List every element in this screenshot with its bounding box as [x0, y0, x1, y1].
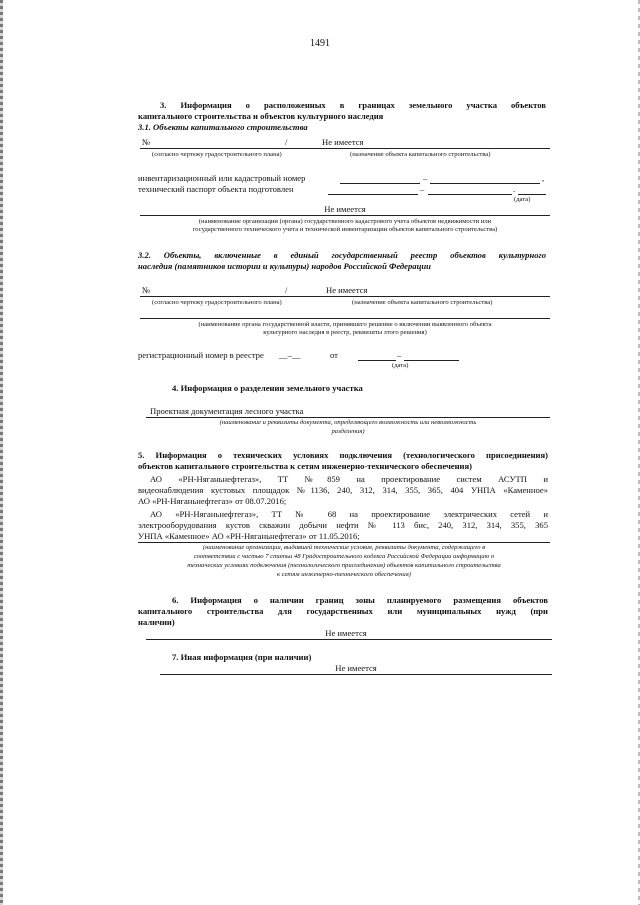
s31-caption-object: (назначение объекта капитального строительства) [350, 151, 491, 158]
section-5-condition-2-line-1: АО «РН-Няганьнефтегаз», ТТ № 68 на проектирование электрических сетей и [150, 509, 548, 519]
section-6-heading-line-3: наличии) [138, 617, 175, 627]
passport-date-caption: (дата) [514, 196, 531, 203]
s31-number-sign: № [142, 137, 151, 147]
section-5-caption-line-2: соответствии с частью 7 статьи 48 Градостроительного кодекса Российской Федерации информацию о [193, 553, 495, 560]
section-5-line [138, 542, 550, 543]
s31-caption-drawing: (согласно чертежу градостроительного плана) [152, 151, 282, 158]
section-4-heading: 4. Информация о разделении земельного участка [172, 383, 363, 393]
registry-date-blank-1 [358, 360, 396, 361]
passport-dash: – [420, 184, 425, 194]
section-5-caption-line-3: технических условиях подключения (технологического присоединения) объектов капитального строительства [187, 562, 501, 569]
section-6-heading-line-2: капитального строительства для государственных или муниципальных нужд (при [138, 606, 548, 616]
passport-blank-3 [518, 194, 546, 195]
section-7-value: Не имеется [335, 663, 377, 673]
registry-date-caption: (дата) [392, 362, 409, 369]
section-6-value: Не имеется [325, 628, 367, 638]
section-5-condition-1-line-1: АО «РН-Няганьнефтегаз», ТТ №859 на проектирование систем АСУТП и [150, 474, 548, 484]
section-5-condition-1-line-3: АО «РН-Няганьнефтегаз» от 08.07.2016; [138, 496, 287, 506]
s32-number-sign: № [142, 285, 151, 295]
section-5-condition-1-line-2: видеонаблюдения кустовых площадок №1136, 240, 312, 314, 355, 365, 404 УНПА «Каменное» [138, 485, 548, 495]
page-number: 1491 [310, 38, 330, 49]
registry-number-label: регистрационный номер в реестре [138, 350, 264, 360]
passport-blank-1 [328, 194, 418, 195]
passport-label: технический паспорт объекта подготовлен [138, 184, 294, 194]
inventory-dash: – [423, 173, 428, 183]
section-3-heading-line-2: капитального строительства и объектов культурного наследия [138, 111, 384, 121]
section-5-condition-2-line-2: электрооборудования кустов скважин добычи нефти № 113 бис, 240, 312, 314, 355, 365 [138, 520, 548, 530]
inventory-blank-1 [340, 183, 420, 184]
section-3-2-title-line-2: наследия (памятников истории и культуры) народов Российской Федерации [138, 261, 431, 271]
section-6-heading-line-1: 6. Информация о наличии границ зоны планируемого размещения объектов [172, 595, 548, 605]
s31-registry-org-line [140, 215, 550, 216]
inventory-comma: , [542, 173, 545, 183]
s32-authority-line [140, 318, 550, 319]
s31-number-line [140, 148, 550, 149]
section-7-heading: 7. Иная информация (при наличии) [172, 652, 312, 662]
s32-authority-caption-line-2: культурного наследия в реестр, реквизиты этого решения) [263, 329, 427, 336]
passport-dot: . [513, 184, 516, 194]
s32-none-value: Не имеется [326, 285, 368, 295]
section-4-caption-line-2: разделения) [331, 428, 365, 435]
section-5-condition-2-line-3: УНПА «Каменное» АО «РН-Няганьнефтегаз» от 11.05.2016; [138, 531, 360, 541]
s32-number-line [140, 296, 550, 297]
registry-date-dash: – [397, 350, 402, 360]
passport-blank-2 [428, 194, 512, 195]
section-4-value: Проектная документация лесного участка [150, 406, 304, 416]
section-4-caption-line-1: (наименование и реквизиты документа, определяющего возможность или невозможность [219, 419, 477, 426]
registry-date-blank-2 [404, 360, 459, 361]
section-3-2-title-line-1: 3.2. Объекты, включенные в единый государственный реестр объектов культурного [138, 250, 546, 260]
section-3-heading-line-1: 3. Информация о расположенных в границах земельного участка объектов [160, 100, 546, 110]
inventory-number-label: инвентаризационный или кадастровый номер [138, 173, 306, 183]
inventory-blank-2 [430, 183, 540, 184]
section-3-1-title: 3.1. Объекты капитального строительства [138, 122, 308, 132]
section-4-line [146, 417, 550, 418]
section-6-line [146, 639, 552, 640]
s32-authority-caption-line-1: (наименование органа государственной власти, принявшего решение о включении выявленного объекта [198, 321, 492, 328]
scan-edge-left [0, 0, 3, 905]
section-7-line [160, 674, 552, 675]
s32-slash: / [285, 285, 288, 295]
s32-caption-object: (назначение объекта капитального строительства) [352, 299, 493, 306]
s31-registry-org-value: Не имеется [324, 204, 366, 214]
s31-org-caption-line-1: (наименование организации (органа) государственного кадастрового учета объектов недвижимости или [198, 218, 492, 225]
section-5-caption-line-4: к сетям инженерно-технического обеспечения) [277, 571, 411, 578]
s32-caption-drawing: (согласно чертежу градостроительного плана) [152, 299, 282, 306]
section-5-heading-line-1: 5. Информация о технических условиях подключения (технологического присоединения) [138, 450, 548, 460]
s31-slash: / [285, 137, 288, 147]
section-5-heading-line-2: объектов капитального строительства к сетям инженерно-технического обеспечения) [138, 461, 473, 471]
registry-from-label: от [330, 350, 338, 360]
s31-org-caption-line-2: государственного технического учета и технической инвентаризации объектов капитального строительства) [192, 226, 498, 233]
s31-none-value: Не имеется [322, 137, 364, 147]
section-5-caption-line-1: (наименование организации, выдавшей технические условия, реквизиты документа, содержащего в [202, 544, 486, 551]
registry-number-blank: __–__ [279, 350, 301, 360]
